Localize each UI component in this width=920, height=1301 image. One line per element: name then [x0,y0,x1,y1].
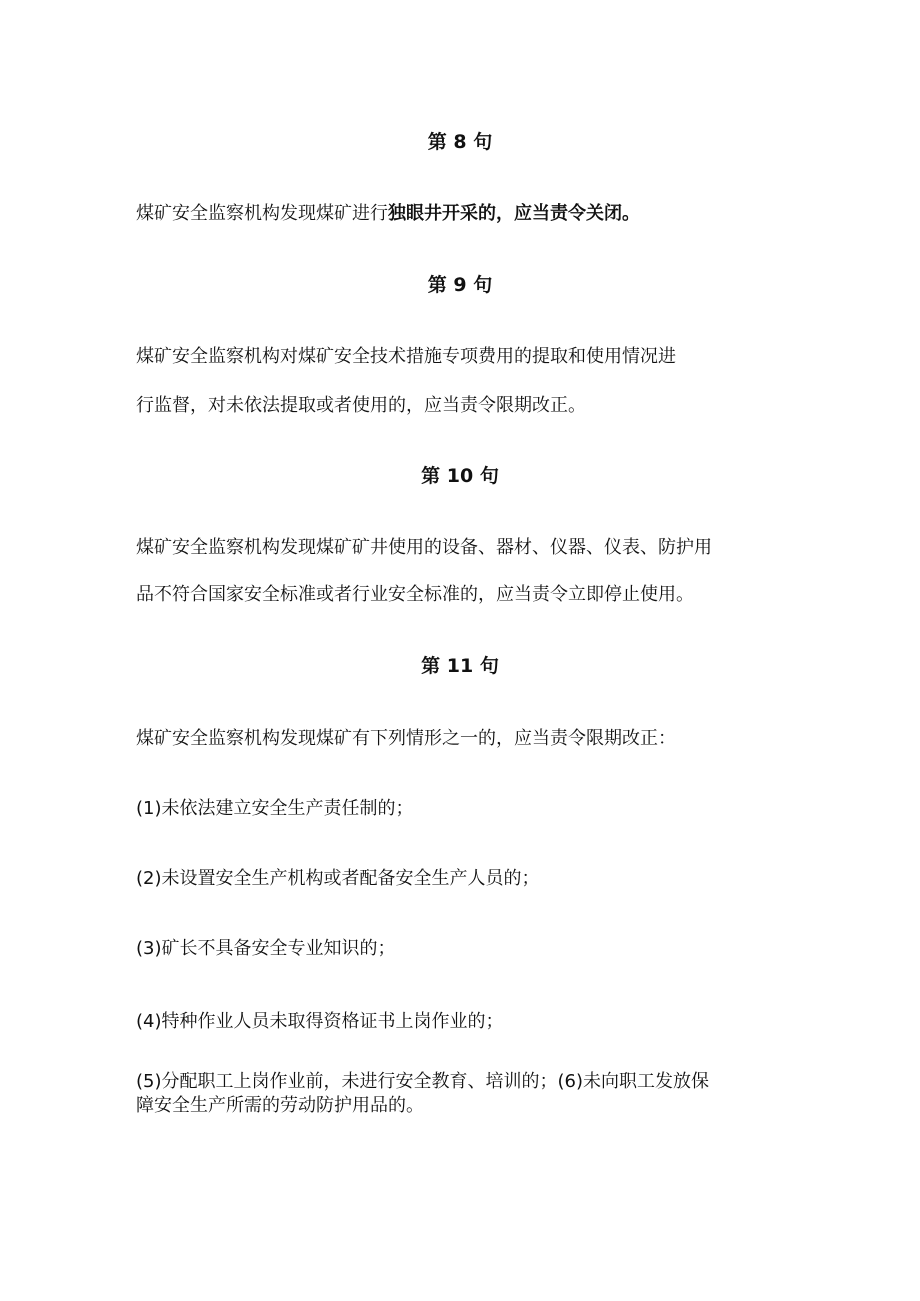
list-item: (2)未设置安全生产机构或者配备安全生产人员的； [136,868,540,889]
section-8-paragraph [136,202,796,226]
section-10-paragraph [136,536,796,560]
section-10-paragraph-cont [136,583,796,607]
section-11-last-item [136,1070,796,1118]
section-8-text-bold: 独眼井开采的，应当责令关闭。 [388,203,640,224]
section-11-intro: 煤矿安全监察机构发现煤矿有下列情形之一的，应当责令限期改正： [136,728,676,749]
list-item: (3)矿长不具备安全专业知识的； [136,938,396,959]
section-heading-9: 第 9 句 [427,274,493,296]
section-10-line-1: 煤矿安全监察机构发现煤矿矿井使用的设备、器材、仪器、仪表、防护用 [136,537,712,558]
section-9-line-2: 行监督，对未依法提取或者使用的，应当责令限期改正。 [136,395,586,416]
section-9-line-1: 煤矿安全监察机构对煤矿安全技术措施专项费用的提取和使用情况进 [136,346,676,367]
section-11-last-item-line-1: (5)分配职工上岗作业前，未进行安全教育、培训的；(6)未向职工发放保 [136,1071,709,1092]
list-item: (4)特种作业人员未取得资格证书上岗作业的； [136,1011,504,1032]
section-11-last-item-line-2: 障安全生产所需的劳动防护用品的。 [136,1095,424,1116]
section-9-paragraph-cont [136,394,796,418]
section-heading-10: 第 10 句 [421,465,499,487]
section-heading-11: 第 11 句 [421,655,499,677]
section-10-line-2: 品不符合国家安全标准或者行业安全标准的，应当责令立即停止使用。 [136,584,694,605]
section-heading-8: 第 8 句 [427,131,493,153]
section-8-text-normal: 煤矿安全监察机构发现煤矿进行 [136,203,388,224]
section-9-paragraph [136,345,796,369]
list-item: (1)未依法建立安全生产责任制的； [136,798,414,819]
